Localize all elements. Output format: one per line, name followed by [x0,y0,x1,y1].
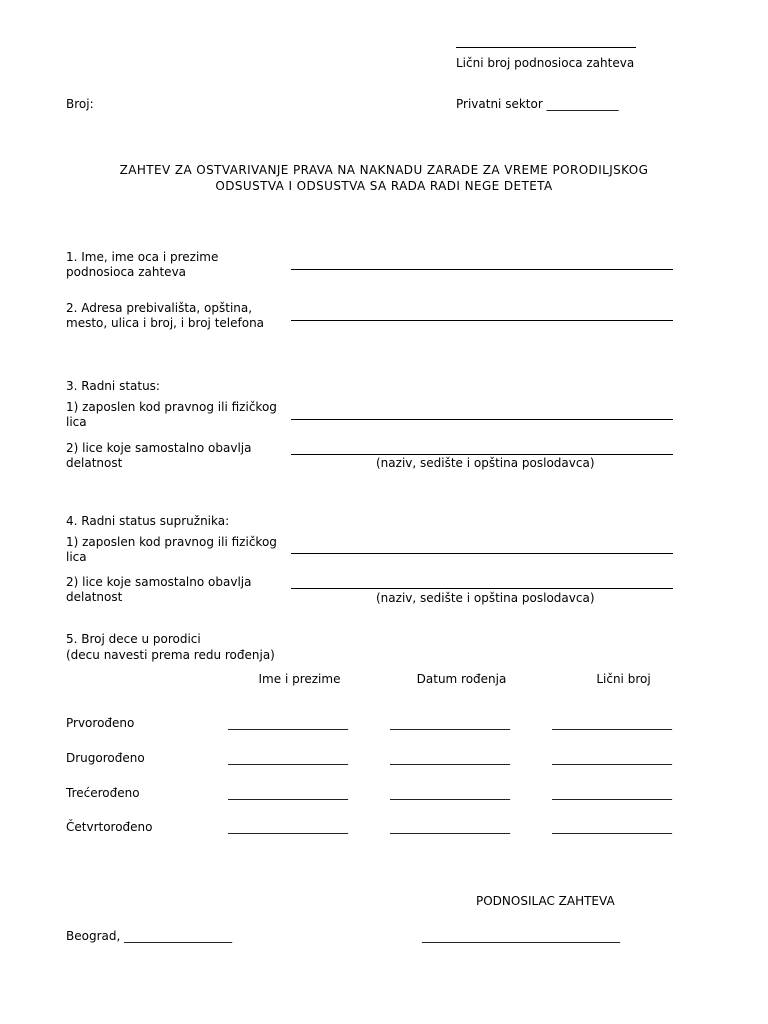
section1-field[interactable] [291,269,673,270]
personal-id-caption: Lični broj podnosioca zahteva [456,56,635,70]
row1-name-field[interactable]: ____________________ [228,716,348,730]
section2-field[interactable] [291,320,673,321]
section5-heading-line1: 5. Broj dece u porodici [66,632,201,646]
number-label: Broj: [66,97,94,111]
section4-option1: 1) zaposlen kod pravnog ili fizičkog lica [66,535,277,564]
column-header-name: Ime i prezime [258,672,341,686]
row3-birthdate-field[interactable]: ____________________ [390,786,510,800]
section4-caption: (naziv, sedište i opština poslodavca) [376,591,595,605]
row-label-fourth: Četvrtorođeno [66,820,153,834]
section3-option2-field[interactable] [291,454,673,455]
section3-caption: (naziv, sedište i opština poslodavca) [376,456,595,470]
form-title-line2: ODSUSTVA I ODSUSTVA SA RADA RADI NEGE DETETA [215,179,553,193]
row-label-second: Drugorođeno [66,751,145,765]
form-title [0,162,768,194]
row1-personal-id-field[interactable]: ____________________ [552,716,672,730]
row3-personal-id-field[interactable]: ____________________ [552,786,672,800]
section5-heading-line2: (decu navesti prema redu rođenja) [66,648,275,662]
applicant-label: PODNOSILAC ZAHTEVA [476,894,615,908]
row4-birthdate-field[interactable]: ____________________ [390,820,510,834]
section4-option2: 2) lice koje samostalno obavlja delatnost [66,575,252,604]
column-header-birthdate: Datum rođenja [416,672,507,686]
section2-label: 2. Adresa prebivališta, opština, mesto, ulica i broj, i broj telefona [66,301,265,330]
row2-personal-id-field[interactable]: ____________________ [552,751,672,765]
section3-option2: 2) lice koje samostalno obavlja delatnost [66,441,252,470]
row2-birthdate-field[interactable]: ____________________ [390,751,510,765]
section3-option1: 1) zaposlen kod pravnog ili fizičkog lica [66,400,277,429]
row2-name-field[interactable]: ____________________ [228,751,348,765]
form-title-line1: ZAHTEV ZA OSTVARIVANJE PRAVA NA NAKNADU ZARADE ZA VREME PORODILJSKOG [119,163,649,177]
section4-option2-field[interactable] [291,588,673,589]
row4-personal-id-field[interactable]: ____________________ [552,820,672,834]
section3-option1-field[interactable] [291,419,673,420]
signature-field[interactable]: _________________________________ [422,929,620,943]
row4-name-field[interactable]: ____________________ [228,820,348,834]
personal-id-field[interactable] [456,47,636,48]
section4-heading: 4. Radni status supružnika: [66,514,230,528]
city-date-field[interactable]: Beograd, __________________ [66,929,233,943]
section3-heading: 3. Radni status: [66,379,160,393]
section1-label: 1. Ime, ime oca i prezime podnosioca zahteva [66,250,219,279]
row-label-third: Trećerođeno [66,786,140,800]
column-header-personal-id: Lični broj [596,672,651,686]
row-label-first: Prvorođeno [66,716,135,730]
row3-name-field[interactable]: ____________________ [228,786,348,800]
row1-birthdate-field[interactable]: ____________________ [390,716,510,730]
private-sector-label: Privatni sektor ____________ [456,97,619,111]
section4-option1-field[interactable] [291,553,673,554]
